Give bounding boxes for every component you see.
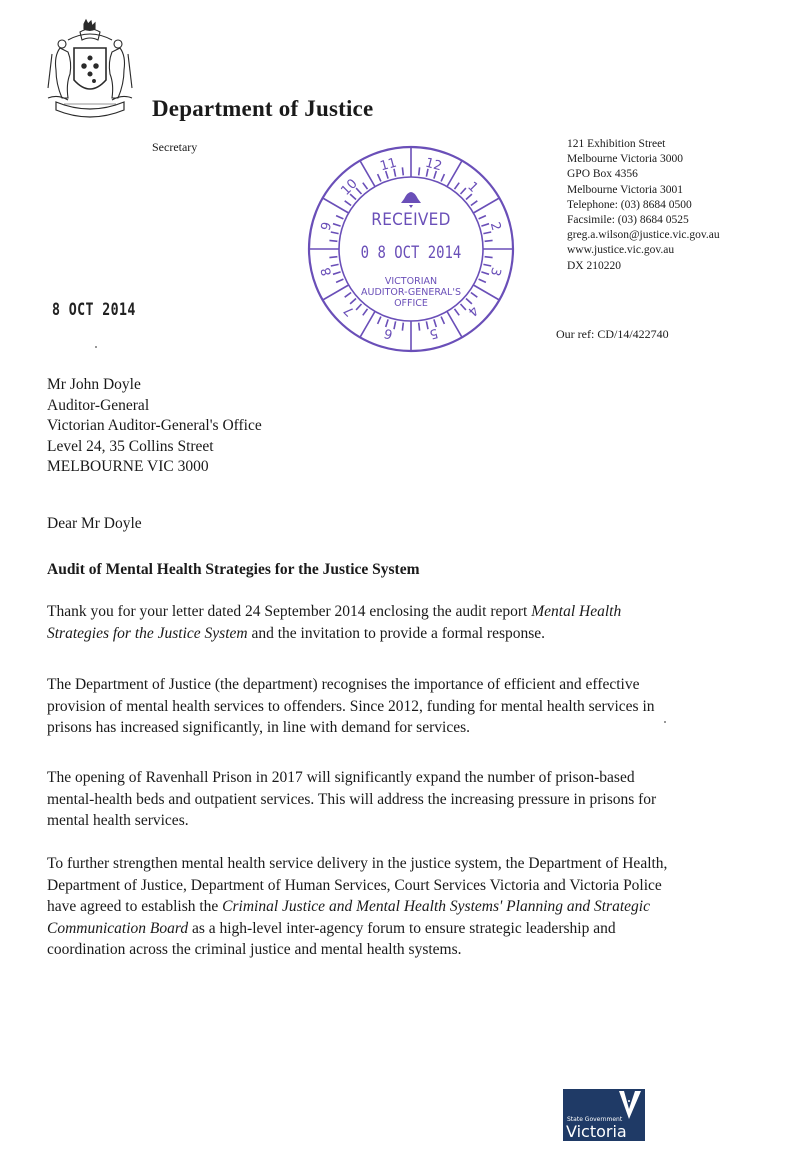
bell-icon [401, 192, 421, 208]
stamp-tick [447, 161, 462, 187]
stamp-tick [323, 285, 349, 300]
stamp-tick [471, 201, 477, 206]
stamp-tick [419, 167, 420, 175]
stamp-tick [360, 161, 375, 187]
subject-heading: Audit of Mental Health Strategies for the Justice System [47, 561, 420, 578]
text-span: and the invitation to provide a formal response. [247, 624, 546, 642]
stamp-clock-number: 7 [341, 302, 358, 319]
email-link[interactable]: greg.a.wilson@justice.vic.gov.au [567, 229, 720, 242]
received-stamp [305, 143, 517, 355]
text-line: provision of mental health services to offenders. Since 2012, funding for mental health services in [47, 697, 655, 715]
stamp-org-line3: OFFICE [394, 298, 428, 309]
stamp-tick [345, 293, 351, 298]
stamp-tick [483, 232, 491, 234]
report-title-italic: Strategies for the Justice System [47, 624, 248, 642]
stamp-clock-number: 1 [464, 179, 481, 196]
stamp-org-line1: VICTORIAN [384, 276, 438, 287]
body-paragraph-3 [47, 767, 777, 832]
stamp-tick [350, 299, 356, 304]
stamp-tick [471, 293, 477, 298]
stamp-clock-number: 4 [464, 302, 481, 319]
recipient-street: Level 24, 35 Collins Street [47, 437, 214, 455]
text-span: as a high-level inter-agency forum to ensure strategic leadership and [188, 919, 616, 937]
dx-line: DX 210220 [567, 259, 621, 272]
stamp-heading: RECEIVED [371, 210, 451, 230]
recipient-name: Mr John Doyle [47, 376, 141, 393]
text-line: The Department of Justice (the department) recognises the importance of efficient and effective [47, 676, 640, 693]
stamp-tick [363, 309, 368, 315]
stamp-clock-number: 8 [318, 265, 336, 278]
telephone-line: Telephone: (03) 8684 0500 [567, 198, 692, 211]
body-paragraph-1 [47, 601, 777, 644]
stamp-tick [360, 311, 375, 337]
stamp-tick [466, 194, 472, 199]
stamp-clock-number: 11 [378, 155, 399, 175]
address-line: Melbourne Victoria 3000 [567, 153, 683, 166]
stamp-tick [485, 257, 493, 258]
board-name-italic: Criminal Justice and Mental Health Systems' Planning and Strategic [222, 898, 650, 916]
stamp-tick [479, 279, 486, 282]
stamp-tick [402, 167, 403, 175]
recipient-city: MELBOURNE VIC 3000 [47, 458, 209, 475]
scan-speck [95, 346, 97, 348]
stamp-clock-number: 3 [486, 265, 504, 278]
text-line: mental-health beds and outpatient services. This will address the increasing pressure in prisons for [47, 790, 657, 808]
stamp-tick [323, 198, 349, 213]
recipient-title: Auditor-General [47, 396, 150, 414]
address-block [567, 137, 720, 274]
logo-name: Victoria [566, 1122, 627, 1141]
stamp-tick [485, 240, 493, 241]
text-line: The opening of Ravenhall Prison in 2017 will significantly expand the number of prison-based [47, 769, 635, 786]
stamp-tick [441, 317, 444, 324]
stamp-tick [461, 304, 466, 310]
text-line: prisons has increased significantly, in line with demand for services. [47, 719, 470, 737]
letter-date: 8 OCT 2014 [52, 300, 136, 320]
text-line: mental health services. [47, 812, 189, 830]
recipient-organisation: Victorian Auditor-General's Office [47, 417, 262, 434]
stamp-tick [447, 311, 462, 337]
website-link[interactable]: www.justice.vic.gov.au [567, 244, 675, 257]
text-span: have agreed to establish the [47, 898, 223, 916]
facsimile-line: Facsimile: (03) 8684 0525 [567, 214, 689, 227]
office-label: Secretary [152, 140, 198, 154]
text-span: Thank you for your letter dated 24 September 2014 enclosing the audit report [47, 603, 532, 620]
stamp-clock-number: 12 [423, 155, 444, 175]
stamp-tick [455, 309, 460, 315]
text-line: coordination across the criminal justice and mental health systems. [47, 941, 462, 959]
report-title-italic: Mental Health [531, 603, 622, 620]
stamp-tick [378, 174, 381, 181]
stamp-tick [402, 323, 403, 331]
stamp-tick [378, 317, 381, 324]
stamp-clock-number: 9 [318, 220, 336, 233]
stamp-org-line2: AUDITOR-GENERAL'S [361, 287, 461, 298]
recipient-address [47, 375, 262, 478]
text-line: Department of Justice, Department of Human Services, Court Services Victoria and Victoria Police [47, 876, 662, 894]
stamp-tick [455, 183, 460, 189]
stamp-date: 0 8 OCT 2014 [360, 242, 462, 263]
body-paragraph-2 [47, 674, 777, 739]
board-name-italic: Communication Board [47, 919, 189, 937]
stamp-tick [336, 279, 343, 282]
stamp-tick [329, 240, 337, 241]
stamp-clock-number: 2 [486, 220, 504, 233]
stamp-tick [441, 174, 444, 181]
stamp-tick [473, 198, 499, 213]
stamp-clock-number: 5 [427, 324, 440, 342]
salutation: Dear Mr Doyle [47, 515, 142, 532]
stamp-tick [331, 264, 339, 266]
stamp-tick [419, 323, 420, 331]
victoria-government-logo [563, 1089, 645, 1141]
coat-of-arms-icon [38, 18, 142, 128]
stamp-tick [345, 201, 351, 206]
text-line: To further strengthen mental health service delivery in the justice system, the Department of Health, [47, 855, 668, 872]
stamp-tick [479, 216, 486, 219]
scan-speck [664, 721, 666, 723]
stamp-tick [363, 183, 368, 189]
stamp-tick [426, 321, 428, 329]
stamp-tick [473, 285, 499, 300]
address-line: 121 Exhibition Street [567, 138, 666, 150]
address-line: Melbourne Victoria 3001 [567, 183, 683, 196]
address-line: GPO Box 4356 [567, 168, 638, 181]
our-reference: Our ref: CD/14/422740 [556, 327, 669, 341]
logo-small-text: State Government [567, 1116, 623, 1123]
stamp-clock-number: 6 [382, 324, 395, 342]
body-paragraph-4 [47, 853, 777, 961]
department-title: Department of Justice [152, 96, 374, 121]
stamp-clock-number: 10 [338, 176, 361, 199]
stamp-tick [329, 257, 337, 258]
stamp-tick [336, 216, 343, 219]
